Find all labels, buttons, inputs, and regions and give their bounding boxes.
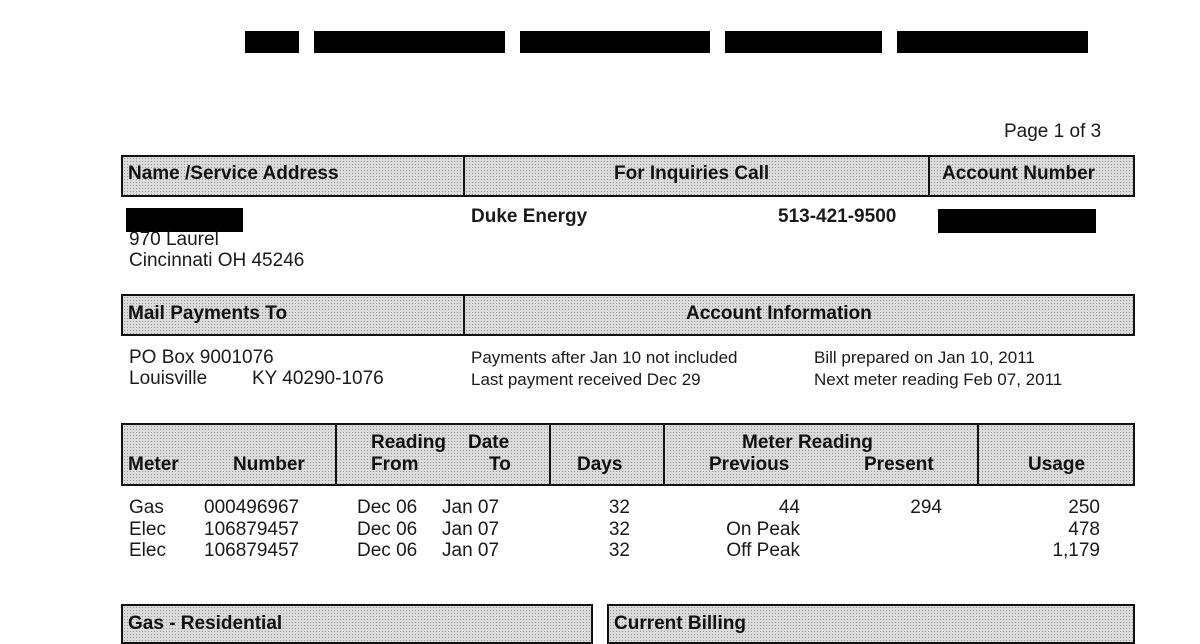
account-information-header: Account Information <box>686 303 872 324</box>
column-divider <box>335 423 337 486</box>
column-divider <box>463 294 465 336</box>
mail-payments-header: Mail Payments To <box>128 303 288 324</box>
usage-value: 1,179 <box>1052 540 1100 561</box>
meter-type: Elec <box>129 519 166 540</box>
number-header: Number <box>233 454 305 475</box>
previous-header: Previous <box>709 454 790 475</box>
present-reading: 294 <box>910 497 942 518</box>
redaction-bar <box>245 31 299 53</box>
service-address-line1: 970 Laurel <box>129 229 219 250</box>
usage-value: 478 <box>1068 519 1100 540</box>
days-value: 32 <box>608 540 630 561</box>
meter-number: 000496967 <box>204 497 300 518</box>
reading-to: Jan 07 <box>442 540 500 561</box>
inquiries-header: For Inquiries Call <box>614 163 770 184</box>
redaction-bar <box>725 31 882 53</box>
next-reading-note: Next meter reading Feb 07, 2011 <box>814 370 1063 389</box>
column-divider <box>928 155 930 197</box>
inquiries-phone: 513-421-9500 <box>778 206 897 227</box>
mail-state-zip: KY 40290-1076 <box>252 368 384 389</box>
column-divider <box>663 423 665 486</box>
meter-number: 106879457 <box>204 540 300 561</box>
meter-type: Gas <box>129 497 164 518</box>
name-address-header: Name /Service Address <box>128 163 339 184</box>
meter-type: Elec <box>129 540 166 561</box>
column-divider <box>549 423 551 486</box>
gas-residential-header: Gas - Residential <box>128 613 283 634</box>
redaction-bar <box>314 31 505 53</box>
days-header: Days <box>577 454 623 475</box>
to-header: To <box>489 454 511 475</box>
usage-header: Usage <box>1028 454 1086 475</box>
usage-value: 250 <box>1068 497 1100 518</box>
service-address-line2: Cincinnati OH 45246 <box>129 250 305 271</box>
from-header: From <box>371 454 419 475</box>
meter-header: Meter <box>128 454 179 475</box>
column-divider <box>977 423 979 486</box>
reading-from: Dec 06 <box>357 540 418 561</box>
previous-reading: On Peak <box>726 519 800 540</box>
days-value: 32 <box>608 519 630 540</box>
payments-note: Payments after Jan 10 not included <box>471 348 738 367</box>
mail-city: Louisville <box>129 368 208 389</box>
reading-header: Reading <box>371 432 446 453</box>
account-number-header: Account Number <box>942 163 1096 184</box>
reading-from: Dec 06 <box>357 497 418 518</box>
redaction-bar <box>520 31 710 53</box>
meter-reading-header: Meter Reading <box>742 432 873 453</box>
previous-reading: Off Peak <box>726 540 800 561</box>
column-divider <box>463 155 465 197</box>
date-header: Date <box>468 432 510 453</box>
present-header: Present <box>864 454 934 475</box>
last-payment-note: Last payment received Dec 29 <box>471 370 701 389</box>
previous-reading: 44 <box>778 497 800 518</box>
utility-name: Duke Energy <box>471 206 588 227</box>
reading-to: Jan 07 <box>442 519 500 540</box>
reading-from: Dec 06 <box>357 519 418 540</box>
current-billing-header: Current Billing <box>614 613 746 634</box>
meter-number: 106879457 <box>204 519 300 540</box>
days-value: 32 <box>608 497 630 518</box>
redacted-account-number <box>938 209 1096 233</box>
reading-to: Jan 07 <box>442 497 500 518</box>
redaction-bar <box>897 31 1088 53</box>
page-indicator: Page 1 of 3 <box>1004 121 1102 142</box>
mail-po-box: PO Box 9001076 <box>129 347 274 368</box>
bill-prepared-note: Bill prepared on Jan 10, 2011 <box>814 348 1035 367</box>
